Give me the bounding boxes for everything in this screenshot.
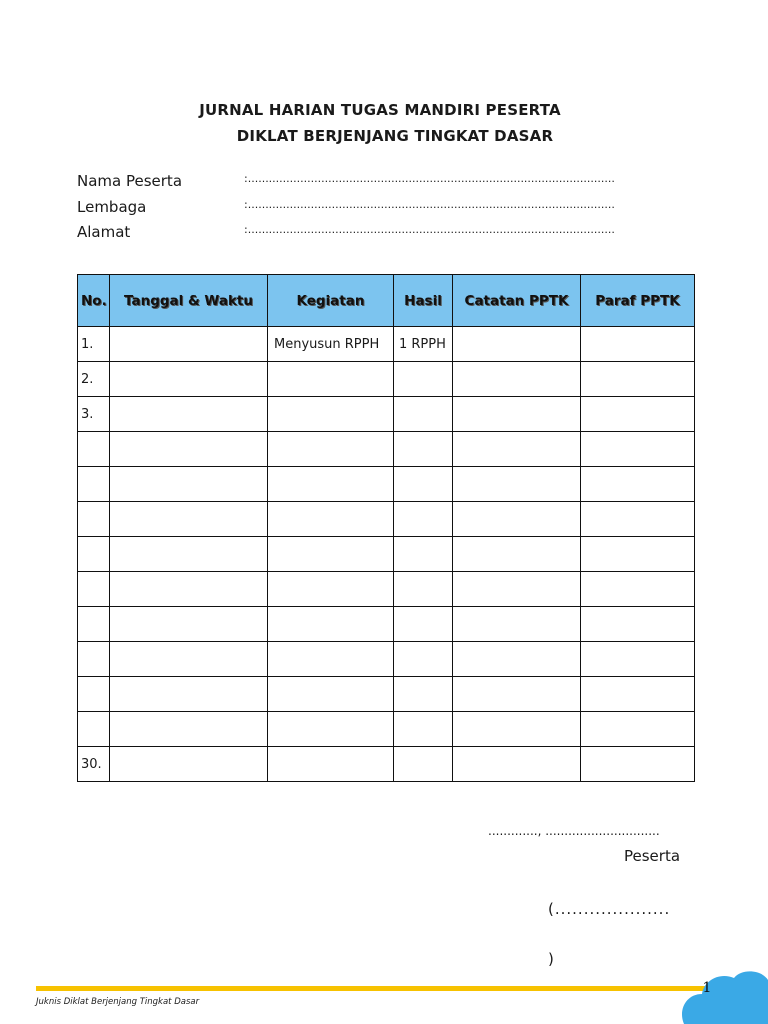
table-row [78, 607, 695, 642]
table-row [78, 362, 695, 397]
cell-tanggal-waktu [110, 432, 268, 467]
table-row [78, 397, 695, 432]
field-label: Alamat [77, 223, 131, 241]
cell-catatan-pptk [453, 572, 581, 607]
table-row [78, 747, 695, 782]
table-row [78, 502, 695, 537]
cell-no [78, 712, 110, 747]
journal-table [77, 274, 695, 782]
cell-hasil: 1 RPPH [394, 327, 453, 362]
field-nama-peserta [77, 172, 657, 194]
footer-text: Juknis Diklat Berjenjang Tingkat Dasar [36, 997, 200, 1007]
table-row [78, 327, 695, 362]
cell-no: 30. [78, 747, 110, 782]
cell-tanggal-waktu [110, 502, 268, 537]
cell-kegiatan [268, 642, 394, 677]
cell-tanggal-waktu [110, 537, 268, 572]
cell-catatan-pptk [453, 537, 581, 572]
cell-kegiatan [268, 502, 394, 537]
cell-paraf-pptk [581, 677, 695, 712]
cell-catatan-pptk [453, 467, 581, 502]
cell-tanggal-waktu [110, 572, 268, 607]
cell-kegiatan [268, 712, 394, 747]
cell-no: 1. [78, 327, 110, 362]
signature-name-open: (.................... [548, 900, 671, 918]
cell-kegiatan [268, 607, 394, 642]
cell-paraf-pptk [581, 362, 695, 397]
cell-paraf-pptk [581, 747, 695, 782]
cell-no [78, 432, 110, 467]
cell-kegiatan [268, 362, 394, 397]
cell-tanggal-waktu [110, 747, 268, 782]
cell-tanggal-waktu [110, 397, 268, 432]
cell-catatan-pptk [453, 502, 581, 537]
cell-hasil [394, 747, 453, 782]
cell-catatan-pptk [453, 362, 581, 397]
signature-role: Peserta [624, 847, 681, 865]
cell-no [78, 677, 110, 712]
cell-hasil [394, 642, 453, 677]
signature-date-line: ............., .............................. [488, 824, 660, 838]
cell-hasil [394, 397, 453, 432]
cell-hasil [394, 607, 453, 642]
cell-kegiatan [268, 677, 394, 712]
table-row [78, 642, 695, 677]
cell-paraf-pptk [581, 642, 695, 677]
cloud-icon [676, 964, 768, 1024]
table-row [78, 432, 695, 467]
column-header-tanggal-waktu: Tanggal & Waktu [110, 275, 268, 327]
cell-no [78, 572, 110, 607]
cell-hasil [394, 572, 453, 607]
cell-paraf-pptk [581, 467, 695, 502]
column-header-no: No. [78, 275, 110, 327]
cell-hasil [394, 432, 453, 467]
cell-catatan-pptk [453, 677, 581, 712]
table-header-row [78, 275, 695, 327]
table-row [78, 677, 695, 712]
table-row [78, 712, 695, 747]
cell-tanggal-waktu [110, 642, 268, 677]
cell-kegiatan [268, 747, 394, 782]
page-number: 1 [702, 980, 712, 996]
cell-hasil [394, 712, 453, 747]
cell-kegiatan [268, 432, 394, 467]
cell-catatan-pptk [453, 642, 581, 677]
cell-no [78, 607, 110, 642]
cell-no: 3. [78, 397, 110, 432]
cell-hasil [394, 467, 453, 502]
cell-paraf-pptk [581, 572, 695, 607]
cell-tanggal-waktu [110, 467, 268, 502]
column-header-catatan-pptk: Catatan PPTK [453, 275, 581, 327]
cell-hasil [394, 677, 453, 712]
field-value: :......................................................................................................... [244, 223, 615, 236]
table-row [78, 572, 695, 607]
cell-kegiatan [268, 537, 394, 572]
signature-name-close: ) [548, 950, 554, 968]
cell-hasil [394, 537, 453, 572]
column-header-paraf-pptk: Paraf PPTK [581, 275, 695, 327]
field-alamat [77, 223, 657, 245]
cell-catatan-pptk [453, 432, 581, 467]
table-row [78, 537, 695, 572]
document-title-line-2: DIKLAT BERJENJANG TINGKAT DASAR [236, 127, 554, 145]
cell-kegiatan [268, 572, 394, 607]
cell-hasil [394, 502, 453, 537]
cell-tanggal-waktu [110, 327, 268, 362]
document-title-line-1: JURNAL HARIAN TUGAS MANDIRI PESERTA [199, 101, 561, 119]
cell-catatan-pptk [453, 397, 581, 432]
cell-no [78, 537, 110, 572]
cell-catatan-pptk [453, 712, 581, 747]
cell-tanggal-waktu [110, 362, 268, 397]
cell-kegiatan: Menyusun RPPH [268, 327, 394, 362]
table-row [78, 467, 695, 502]
footer-accent-bar [36, 986, 708, 991]
cell-tanggal-waktu [110, 607, 268, 642]
cell-no [78, 467, 110, 502]
field-label: Lembaga [77, 198, 147, 216]
cell-catatan-pptk [453, 327, 581, 362]
cell-paraf-pptk [581, 712, 695, 747]
column-header-kegiatan: Kegiatan [268, 275, 394, 327]
cell-paraf-pptk [581, 397, 695, 432]
cell-paraf-pptk [581, 537, 695, 572]
cell-kegiatan [268, 467, 394, 502]
cell-no [78, 502, 110, 537]
cell-hasil [394, 362, 453, 397]
cell-no: 2. [78, 362, 110, 397]
cell-tanggal-waktu [110, 677, 268, 712]
cell-catatan-pptk [453, 747, 581, 782]
field-value: :......................................................................................................... [244, 172, 615, 185]
cell-paraf-pptk [581, 327, 695, 362]
field-label: Nama Peserta [77, 172, 183, 190]
cell-tanggal-waktu [110, 712, 268, 747]
cell-no [78, 642, 110, 677]
cell-kegiatan [268, 397, 394, 432]
cell-paraf-pptk [581, 432, 695, 467]
cell-paraf-pptk [581, 502, 695, 537]
field-value: :......................................................................................................... [244, 198, 615, 211]
field-lembaga [77, 198, 657, 220]
cell-catatan-pptk [453, 607, 581, 642]
column-header-hasil: Hasil [394, 275, 453, 327]
cell-paraf-pptk [581, 607, 695, 642]
